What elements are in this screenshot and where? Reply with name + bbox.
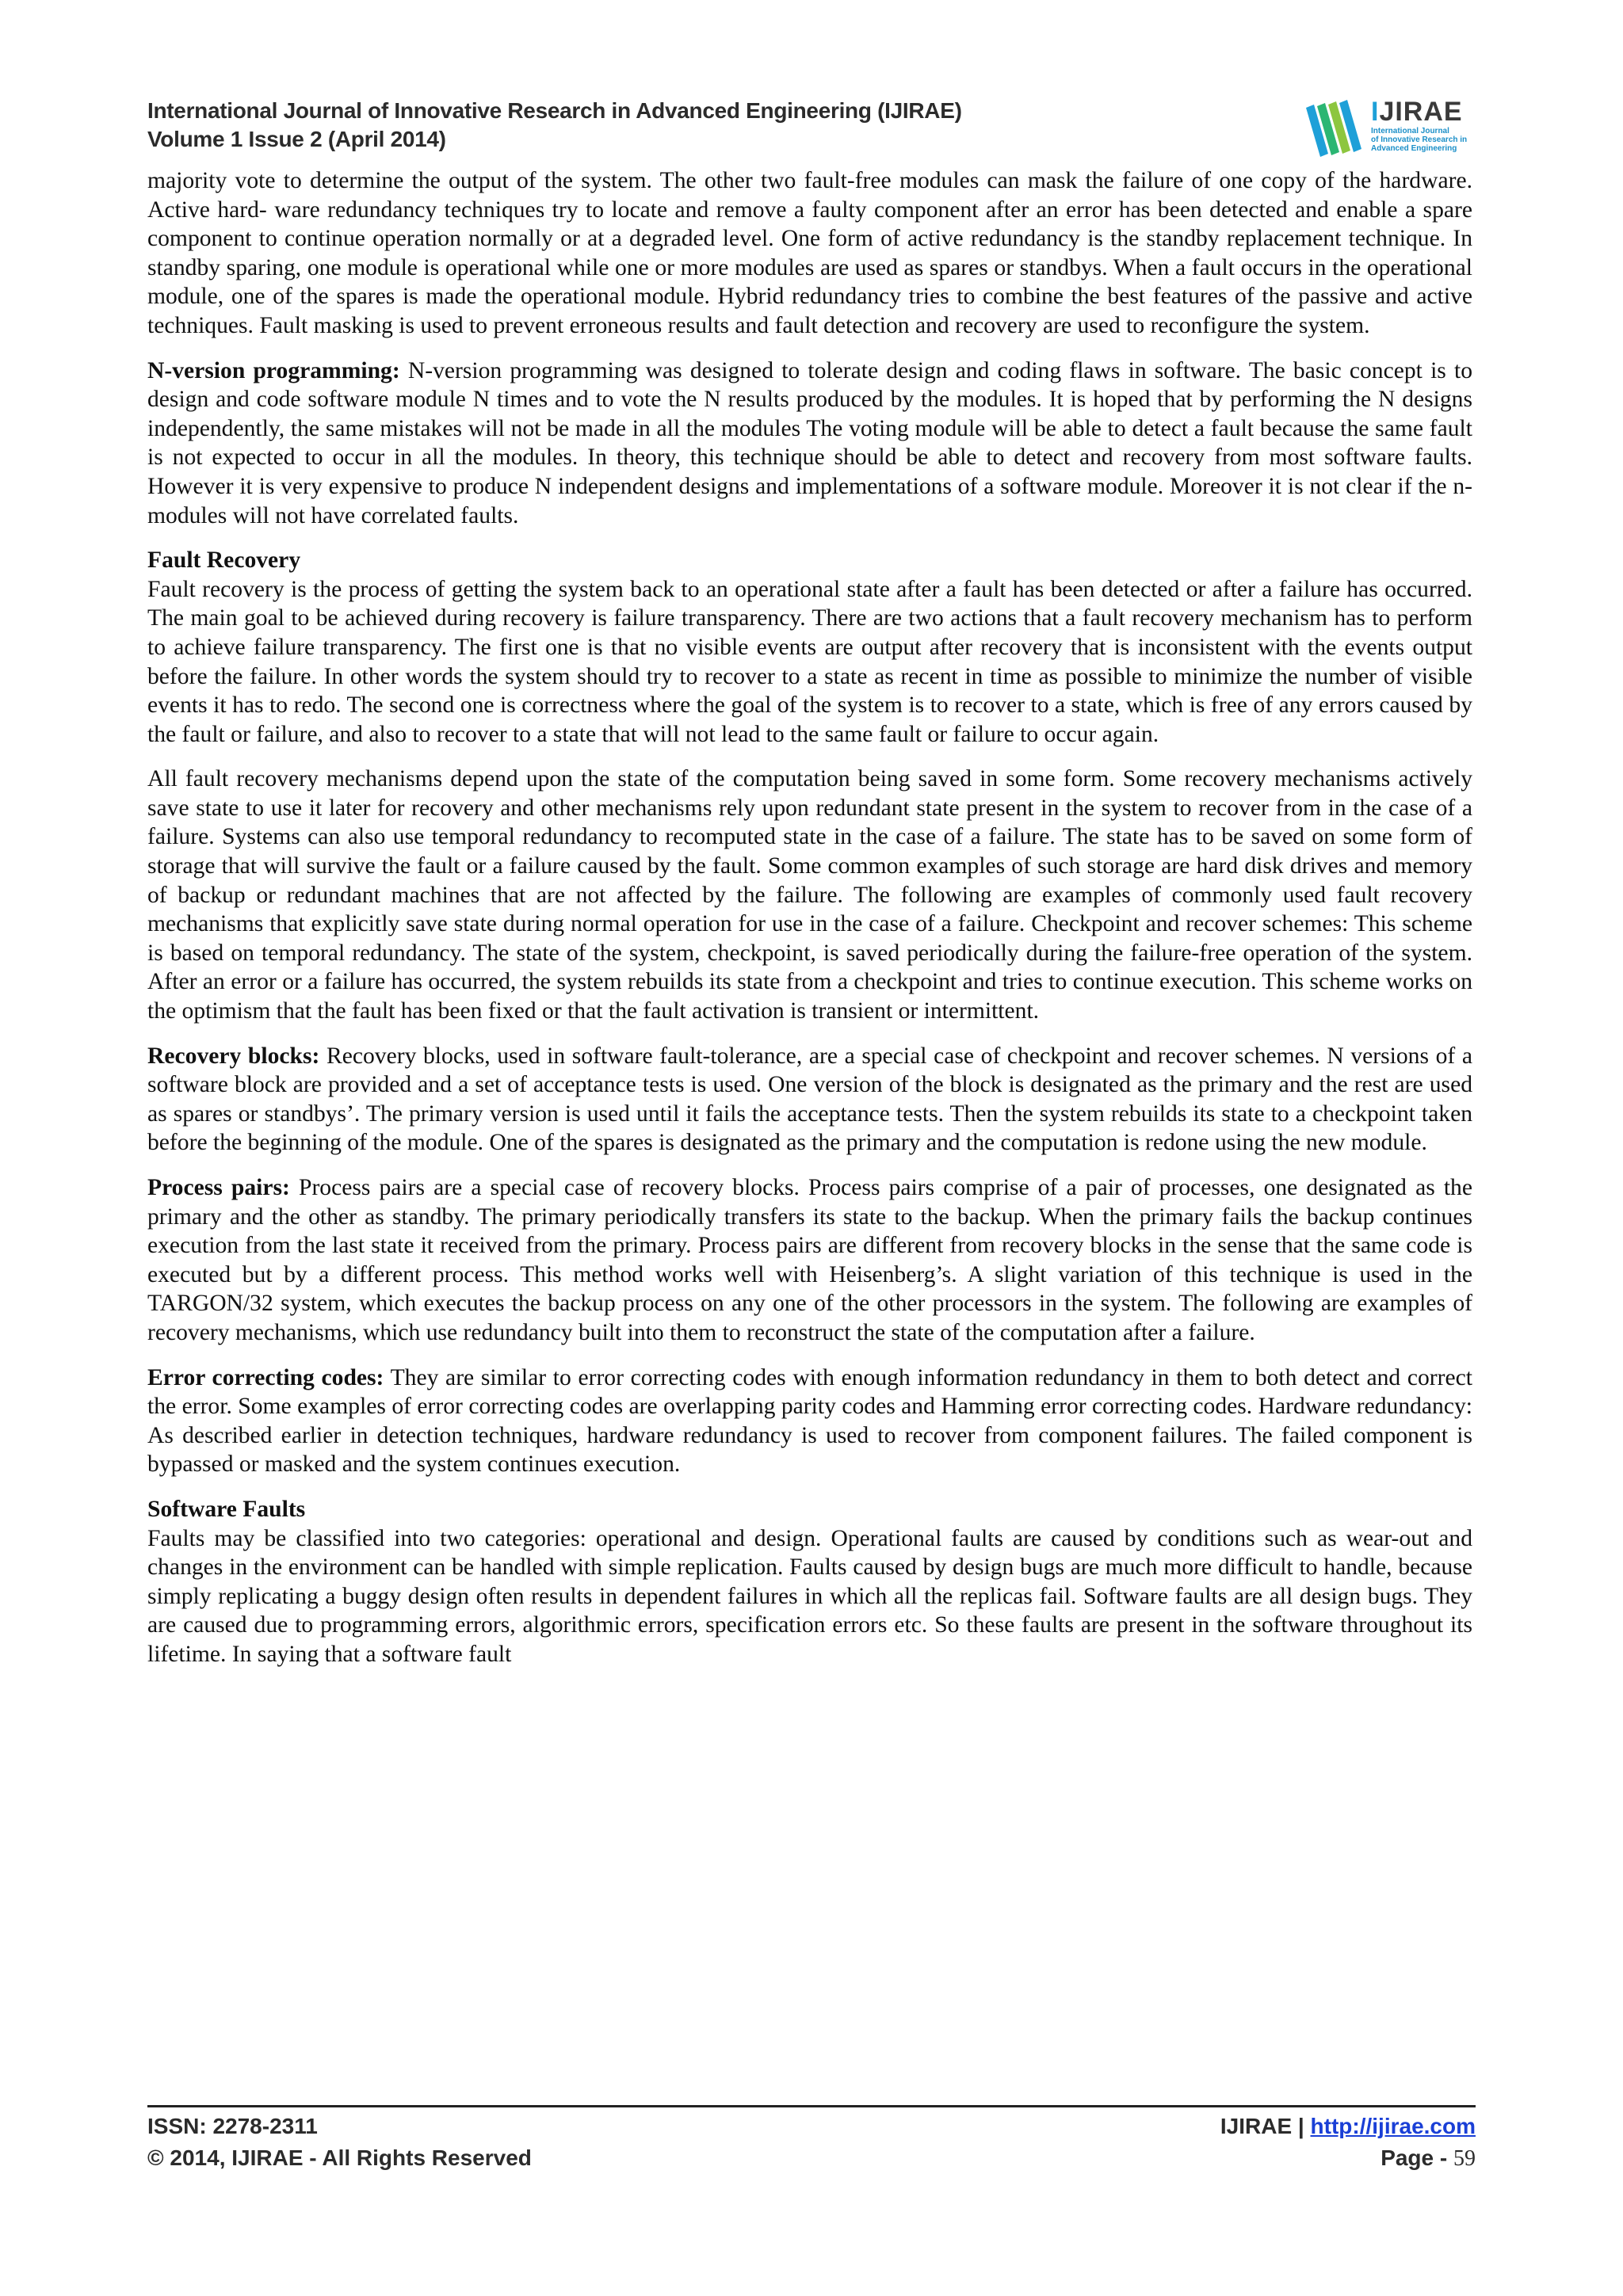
paragraph-fault-recovery-2: All fault recovery mechanisms depend upon the state of the computation being saved in some form. Some recovery mechanisms actively save state to use it later for recovery and other mechanisms rely upon redundant state present in the system to recover from in the case of a failure. Systems can also use temporal redundancy to recomputed state in the case of a failure. The state has to be saved on some form of storage that will survive the fault or a failure caused by the fault. Some common examples of such storage are hard disk drives and memory of backup or redundant machines that are not affected by the failure. The following are examples of commonly used fault recovery mechanisms that explicitly save state during normal operation for use in the case of a failure. Checkpoint and recover schemes: This scheme is based on temporal redundancy. The state of the system, checkpoint, is saved periodically during the failure-free operation of the system. After an error or a failure has occurred, the system rebuilds its state from a checkpoint and tries to continue execution. This scheme works on the optimism that the fault has been fixed or that the fault activation is transient or intermittent. [147,766,1472,1024]
running-footer [147,2111,1476,2174]
running-header [147,97,1479,173]
process-pairs-label: Process pairs: [147,1175,290,1200]
footer-divider [147,2105,1476,2107]
footer-copyright: © 2014, IJIRAE - All Rights Reserved [147,2145,532,2170]
logo-line-1: International Journal [1371,127,1449,135]
page-number: 59 [1453,2146,1476,2171]
journal-logo [1304,97,1479,163]
n-version-label: N-version programming: [147,357,400,383]
ecc-label: Error correcting codes: [147,1364,384,1390]
logo-line-2: of Innovative Research in [1371,135,1468,144]
paragraph-fault-recovery-1: Fault recovery is the process of getting the system back to an operational state after a fault has been detected or after a failure has occurred. The main goal to be achieved during recovery is failure transparency. There are two actions that a fault recovery mechanism has to perform to achieve failure transparency. The first one is that no visible events are output after recovery that is inconsistent with the events output before the failure. In other words the system should try to recover to a state as recent in time as possible to minimize the number of visible events it has to redo. The second one is correctness where the goal of the system is to recover to a state, which is free of any errors caused by the fault or failure, and also to recover to a state that will not lead to the same fault or failure to occur again. [147,576,1472,747]
journal-title: International Journal of Innovative Research in Advanced Engineering (IJIRAE) [147,98,962,123]
heading-fault-recovery: Fault Recovery [147,547,301,574]
article-body [147,166,1472,1669]
paragraph-n-version: N-version programming: N-version programming was designed to tolerate design and coding flaws in software. The basic concept is to design and code software module N times and to vote the N results produced by the modules. It is hoped that by performing the N designs independently, the same mistakes will not be made in all the modules The voting module will be able to detect a fault because the same fault is not expected to occur in all the modules. In theory, this technique should be able to detect and recovery from most software faults. However it is very expensive to produce N independent designs and implementations of a software module. Moreover it is not clear if the n-modules will not have correlated faults. [147,357,1472,528]
journal-volume: Volume 1 Issue 2 (April 2014) [147,127,446,151]
paragraph-intro: majority vote to determine the output of the system. The other two fault-free modules can mask the failure of one copy of the hardware. Active hard- ware redundancy techniques try to locate and remove a faulty component after an error has been detected and enable a spare component to continue operation normally or at a degraded level. One form of active redundancy is the standby replacement technique. In standby sparing, one module is operational while one or more modules are used as spares or standbys. When a fault occurs in the operational module, one of the spares is made the operational module. Hybrid redundancy tries to combine the best features of the passive and active techniques. Fault masking is used to prevent erroneous results and fault detection and recovery are used to reconfigure the system. [147,168,1472,338]
paragraph-software-faults: Faults may be classified into two categories: operational and design. Operational faults are caused by conditions such as wear-out and changes in the environment can be handled with simple replication. Faults caused by design bugs are much more difficult to handle, because simply replicating a buggy design often results in dependent failures in which all the replicas fail. Software faults are all design bugs. They are caused due to programming errors, algorithmic errors, specification errors etc. So these faults are present in the software throughout its lifetime. In saying that a software fault [147,1525,1472,1667]
heading-software-faults: Software Faults [147,1496,306,1522]
footer-brand: IJIRAE | http://ijirae.com [1220,2114,1476,2138]
paragraph-process-pairs: Process pairs: Process pairs are a special case of recovery blocks. Process pairs comprise of a pair of processes, one designated as the primary and the other as standby. The primary periodically transfers its state to the backup. When the primary fails the backup continues execution from the last state it received from the primary. Process pairs are different from recovery blocks in the sense that the same code is executed but by a different process. This method works well with Heisenberg’s. A slight variation of this technique is used in the TARGON/32 system, which executes the backup process on any one of the other processors in the system. The following are examples of recovery mechanisms, which use redundancy built into them to reconstruct the state of the computation after a failure. [147,1175,1472,1345]
footer-url-link[interactable]: http://ijirae.com [1310,2114,1476,2138]
footer-issn: ISSN: 2278-2311 [147,2114,318,2138]
paragraph-ecc: Error correcting codes: They are similar to error correcting codes with enough information redundancy in them to both detect and correct the error. Some examples of error correcting codes are overlapping parity codes and Hamming error correcting codes. Hardware redundancy: As described earlier in detection techniques, hardware redundancy is used to recover from component failures. The failed component is bypassed or masked and the system continues execution. [147,1364,1473,1478]
footer-page: Page - 59 [1381,2145,1476,2171]
paragraph-recovery-blocks: Recovery blocks: Recovery blocks, used in software fault-tolerance, are a special case of checkpoint and recover schemes. N versions of a software block are provided and a set of acceptance tests is used. One version of the block is designated as the primary and the rest are used as spares or standbys’. The primary version is used until it fails the acceptance tests. Then the system rebuilds its state to a checkpoint taken before the beginning of the module. One of the spares is designated as the primary and the computation is redone using the new module. [147,1043,1472,1156]
recovery-blocks-label: Recovery blocks: [147,1043,320,1069]
logo-line-3: Advanced Engineering [1371,144,1457,153]
logo-wordmark: IJIRAE [1371,97,1463,127]
stripes-logo-icon [1304,98,1368,162]
